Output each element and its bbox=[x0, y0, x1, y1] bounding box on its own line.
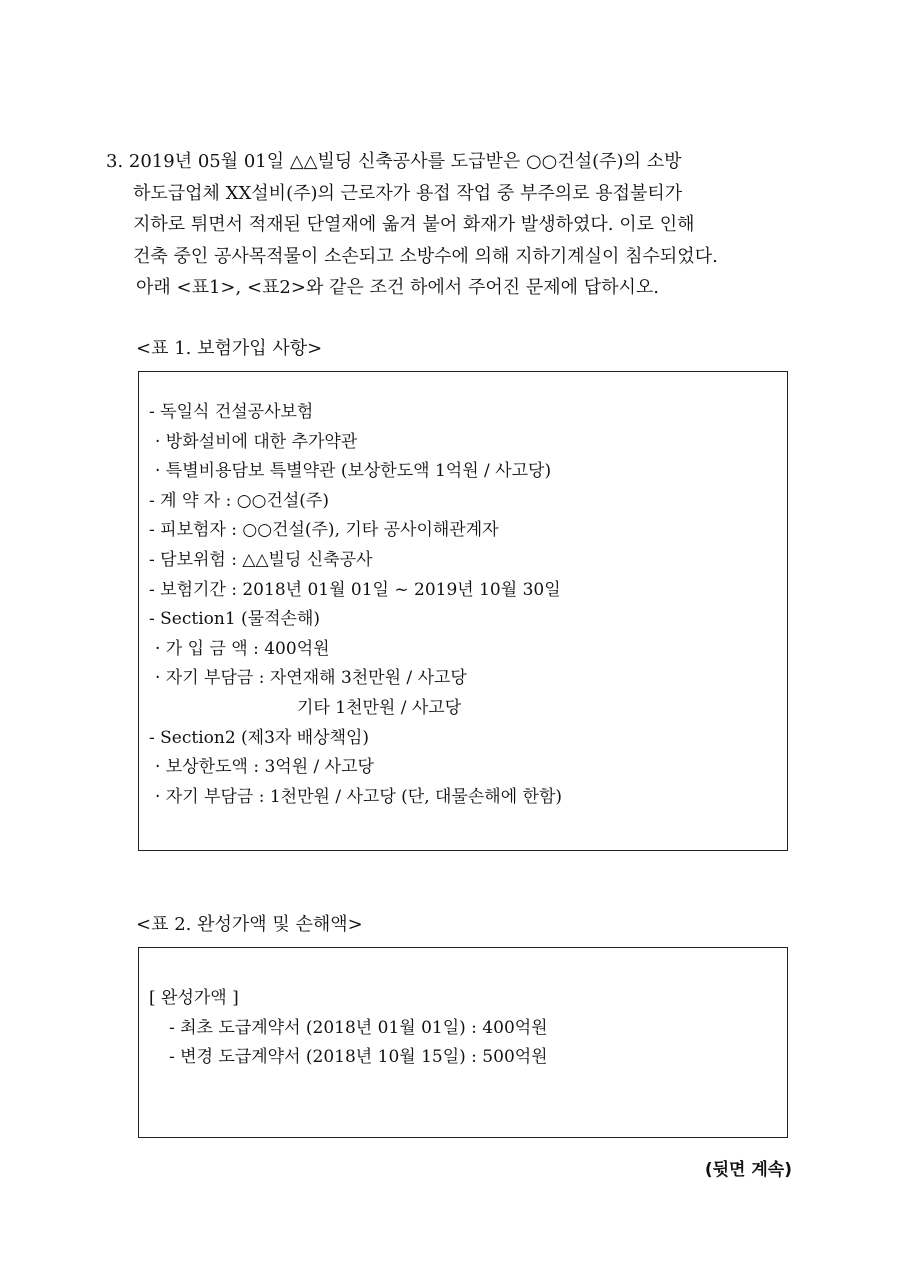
continued-note: (뒷면 계속) bbox=[704, 1160, 792, 1180]
table1-row: · 가 입 금 액 : 400억원 bbox=[155, 638, 330, 659]
table1-row: · 보상한도액 : 3억원 / 사고당 bbox=[155, 757, 374, 778]
table1-row: · 방화설비에 대한 추가약관 bbox=[155, 431, 358, 452]
question-line: 지하로 튀면서 적재된 단열재에 옮겨 붙어 화재가 발생하였다. 이로 인해 bbox=[133, 214, 695, 235]
table1-row: - 보험기간 : 2018년 01월 01일 ~ 2019년 10월 30일 bbox=[149, 579, 561, 600]
table2-item: - 변경 도급계약서 (2018년 10월 15일) : 500억원 bbox=[169, 1047, 548, 1068]
table1-row: 기타 1천만원 / 사고당 bbox=[297, 697, 462, 718]
table2-heading: [ 완성가액 ] bbox=[149, 988, 239, 1008]
table1-row: - 독일식 건설공사보험 bbox=[149, 402, 314, 422]
table1-row: - Section2 (제3자 배상책임) bbox=[149, 727, 370, 748]
table1-row: · 자기 부담금 : 1천만원 / 사고당 (단, 대물손해에 한함) bbox=[155, 786, 562, 807]
table2-item: - 최초 도급계약서 (2018년 01월 01일) : 400억원 bbox=[169, 1017, 548, 1038]
question-line: 하도급업체 XX설비(주)의 근로자가 용접 작업 중 부주의로 용접불티가 bbox=[133, 182, 683, 204]
table1-row: · 특별비용담보 특별약관 (보상한도액 1억원 / 사고당) bbox=[155, 461, 552, 482]
insurance-terms-box bbox=[138, 371, 788, 851]
completion-value-box bbox=[138, 947, 788, 1138]
question-text bbox=[106, 146, 796, 304]
table1-row: - 피보험자 : ○○건설(주), 기타 공사이해관계자 bbox=[149, 520, 499, 541]
table1-row: - 계 약 자 : ○○건설(주) bbox=[149, 490, 329, 511]
table2-caption: <표 2. 완성가액 및 손해액> bbox=[136, 914, 363, 935]
table1-row: · 자기 부담금 : 자연재해 3천만원 / 사고당 bbox=[155, 668, 467, 689]
question-line: 3. 2019년 05월 01일 △△빌딩 신축공사를 도급받은 ○○건설(주)의 소방 bbox=[106, 151, 682, 172]
question-line: 아래 <표1>, <표2>와 같은 조건 하에서 주어진 문제에 답하시오. bbox=[136, 277, 659, 298]
table1-caption: <표 1. 보험가입 사항> bbox=[136, 338, 323, 359]
question-line: 건축 중인 공사목적물이 소손되고 소방수에 의해 지하기계실이 침수되었다. bbox=[133, 245, 718, 267]
table1-row: - Section1 (물적손해) bbox=[149, 609, 320, 630]
table1-row: - 담보위험 : △△빌딩 신축공사 bbox=[149, 549, 373, 570]
